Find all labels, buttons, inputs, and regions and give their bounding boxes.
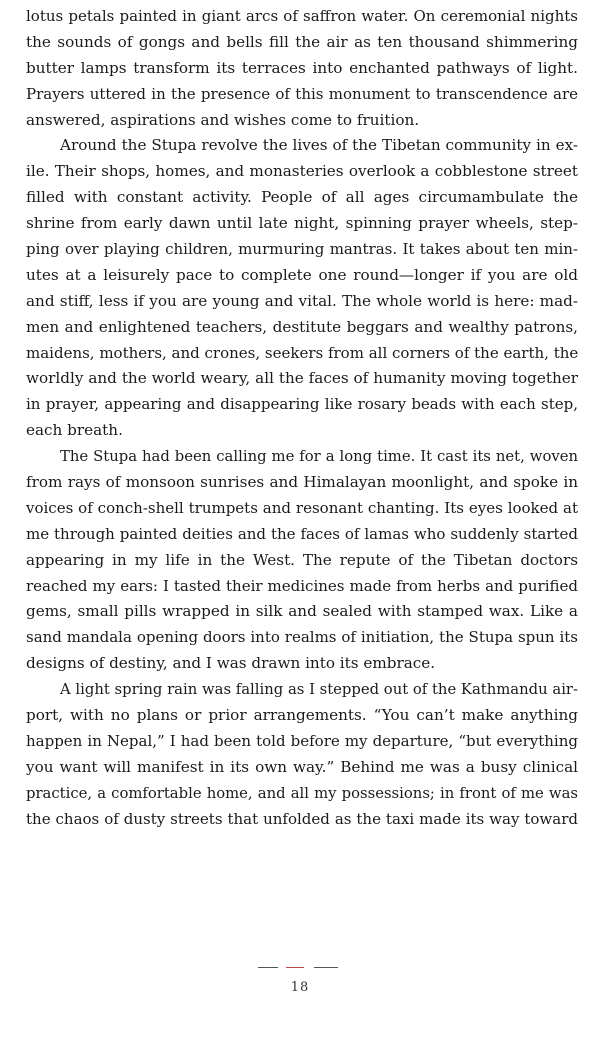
text-line: ping over playing children, murmuring mantras. It takes about ten min-	[26, 240, 578, 259]
ornament-rule-left	[258, 967, 278, 968]
text-line: appearing in my life in the West. The repute of the Tibetan doctors	[26, 550, 578, 569]
text-line: reached my ears: I tasted their medicines made from herbs and purified	[26, 576, 578, 595]
text-line: the sounds of gongs and bells fill the air as ten thousand shimmering	[26, 32, 578, 51]
text-line: the chaos of dusty streets that unfolded as the taxi made its way toward	[26, 809, 578, 828]
paragraph	[26, 444, 578, 677]
paragraph	[26, 677, 578, 832]
text-line: worldly and the world weary, all the faces of humanity moving together	[26, 369, 578, 388]
text-line: filled with constant activity. People of all ages circumambulate the	[26, 188, 578, 207]
text-line: and stiff, less if you are young and vital. The whole world is here: mad-	[26, 291, 578, 310]
text-line: ile. Their shops, homes, and monasteries overlook a cobblestone street	[26, 162, 578, 181]
body-text	[26, 4, 578, 833]
text-line: answered, aspirations and wishes come to fruition.	[26, 110, 420, 129]
ornament-rule-center	[286, 967, 304, 968]
page-number: 18	[290, 980, 310, 995]
text-line: shrine from early dawn until late night, spinning prayer wheels, step-	[26, 214, 578, 233]
text-line: butter lamps transform its terraces into enchanted pathways of light.	[26, 58, 578, 77]
paragraph	[26, 133, 578, 444]
paragraph	[26, 4, 578, 133]
text-line: utes at a leisurely pace to complete one round—longer if you are old	[26, 265, 578, 284]
text-line: men and enlightened teachers, destitute beggars and wealthy patrons,	[26, 317, 578, 336]
text-line: each breath.	[26, 421, 123, 440]
text-line: me through painted deities and the faces of lamas who suddenly started	[26, 524, 578, 543]
text-line: Prayers uttered in the presence of this monument to transcendence are	[26, 84, 578, 103]
page-ornament	[258, 966, 342, 970]
text-line: practice, a comfortable home, and all my possessions; in front of me was	[26, 784, 578, 802]
text-line: maidens, mothers, and crones, seekers from all corners of the earth, the	[26, 343, 579, 362]
text-line: in prayer, appearing and disappearing like rosary beads with each step,	[26, 395, 578, 414]
text-line: A light spring rain was falling as I stepped out of the Kathmandu air-	[60, 681, 578, 699]
text-line: gems, small pills wrapped in silk and sealed with stamped wax. Like a	[26, 602, 578, 621]
text-line: Around the Stupa revolve the lives of the Tibetan community in ex-	[60, 136, 578, 155]
text-line: you want will manifest in its own way.” Behind me was a busy clinical	[26, 757, 578, 776]
text-line: The Stupa had been calling me for a long time. It cast its net, woven	[60, 448, 578, 466]
text-line: sand mandala opening doors into realms of initiation, the Stupa spun its	[26, 628, 578, 647]
text-line: port, with no plans or prior arrangements. “You can’t make anything	[26, 706, 578, 725]
text-line: from rays of monsoon sunrises and Himalayan moonlight, and spoke in	[26, 473, 578, 492]
text-line: designs of destiny, and I was drawn into its embrace.	[26, 654, 436, 673]
ornament-rule-right	[314, 967, 338, 968]
text-line: happen in Nepal,” I had been told before my departure, “but everything	[26, 731, 578, 750]
text-line: voices of conch-shell trumpets and resonant chanting. Its eyes looked at	[26, 498, 578, 517]
text-line: lotus petals painted in giant arcs of saffron water. On ceremonial nights	[26, 7, 578, 25]
